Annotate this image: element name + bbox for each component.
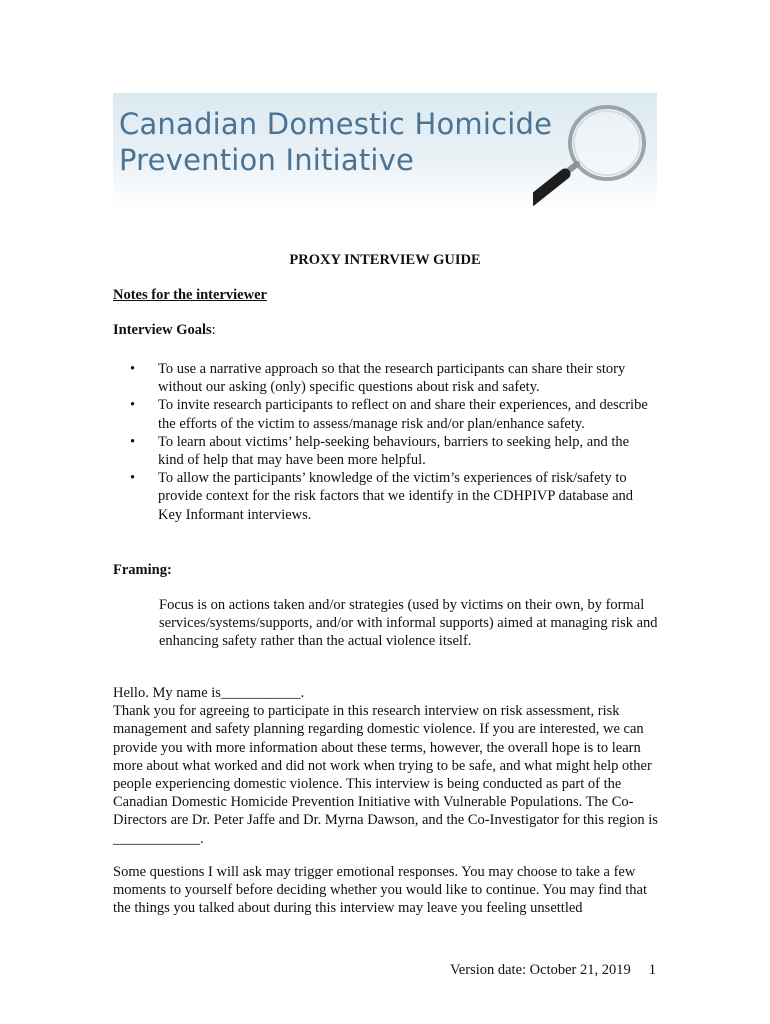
goals-heading-label: Interview Goals	[113, 322, 212, 338]
version-date: Version date: October 21, 2019	[449, 962, 631, 978]
goals-list	[113, 360, 658, 524]
intro-section	[113, 684, 661, 848]
emotional-paragraph: Some questions I will ask may trigger emotional responses. You may choose to take a few moments to yourself before deciding whether you would like to continue. You may find that the things you talked about during this interview may leave you feeling unsettled	[113, 864, 647, 917]
goal-text: To learn about victims’ help-seeking behaviours, barriers to seeking help, and the kind of help that may have been more helpful.	[158, 433, 630, 469]
page-number: 1	[648, 962, 656, 978]
framing-heading: Framing:	[113, 562, 172, 578]
goal-text: To allow the participants’ knowledge of the victim’s experiences of risk/safety to provide context for the risk factors that we identify in the CDHPIVP database and Key Informant interviews.	[158, 470, 634, 523]
document-title: PROXY INTERVIEW GUIDE	[289, 252, 481, 268]
goals-heading-colon: :	[211, 322, 216, 338]
framing-text: Focus is on actions taken and/or strategies (used by victims on their own, by formal services/systems/supports, and/or with informal supports) aimed at managing risk and enhancing safety rather than the actual violence itself.	[159, 597, 658, 650]
bullet-icon: •	[130, 361, 136, 377]
bullet-icon: •	[130, 433, 136, 450]
list-item	[113, 433, 658, 469]
goal-text: To invite research participants to reflect on and share their experiences, and describe the efforts of the victim to assess/manage risk and/or plan/enhance safety.	[158, 397, 648, 432]
notes-heading: Notes for the interviewer	[113, 287, 267, 303]
goals-heading	[113, 322, 216, 339]
page-footer	[450, 962, 656, 979]
list-item	[113, 396, 658, 432]
goal-text: To use a narrative approach so that the research participants can share their story without our asking (only) specific questions about risk and safety.	[158, 361, 626, 396]
bullet-icon: •	[130, 397, 136, 414]
intro-paragraph: Thank you for agreeing to participate in this research interview on risk assessment, risk management and safety planning regarding domestic violence. If you are interested, we can provide you with more information about these terms, however, the overall hope is to learn more about what worked and did not work when trying to be safe, and what might help other people experiencing domestic violence. This interview is being conducted as part of the Canadian Domestic Homicide Prevention Initiative with Vulnerable Populations. The Co-Directors are Dr. Peter Jaffe and Dr. Myrna Dawson, and the Co-Investigator for this region is ____________.	[113, 703, 658, 847]
magnifying-glass-icon	[533, 101, 653, 206]
banner-title-line1: Canadian Domestic Homicide	[119, 107, 553, 141]
list-item	[113, 360, 658, 396]
greeting-line: Hello. My name is___________.	[113, 685, 305, 701]
banner-title-line2: Prevention Initiative	[119, 143, 415, 177]
header-banner	[113, 93, 657, 209]
list-item	[113, 469, 658, 524]
bullet-icon: •	[130, 470, 136, 487]
